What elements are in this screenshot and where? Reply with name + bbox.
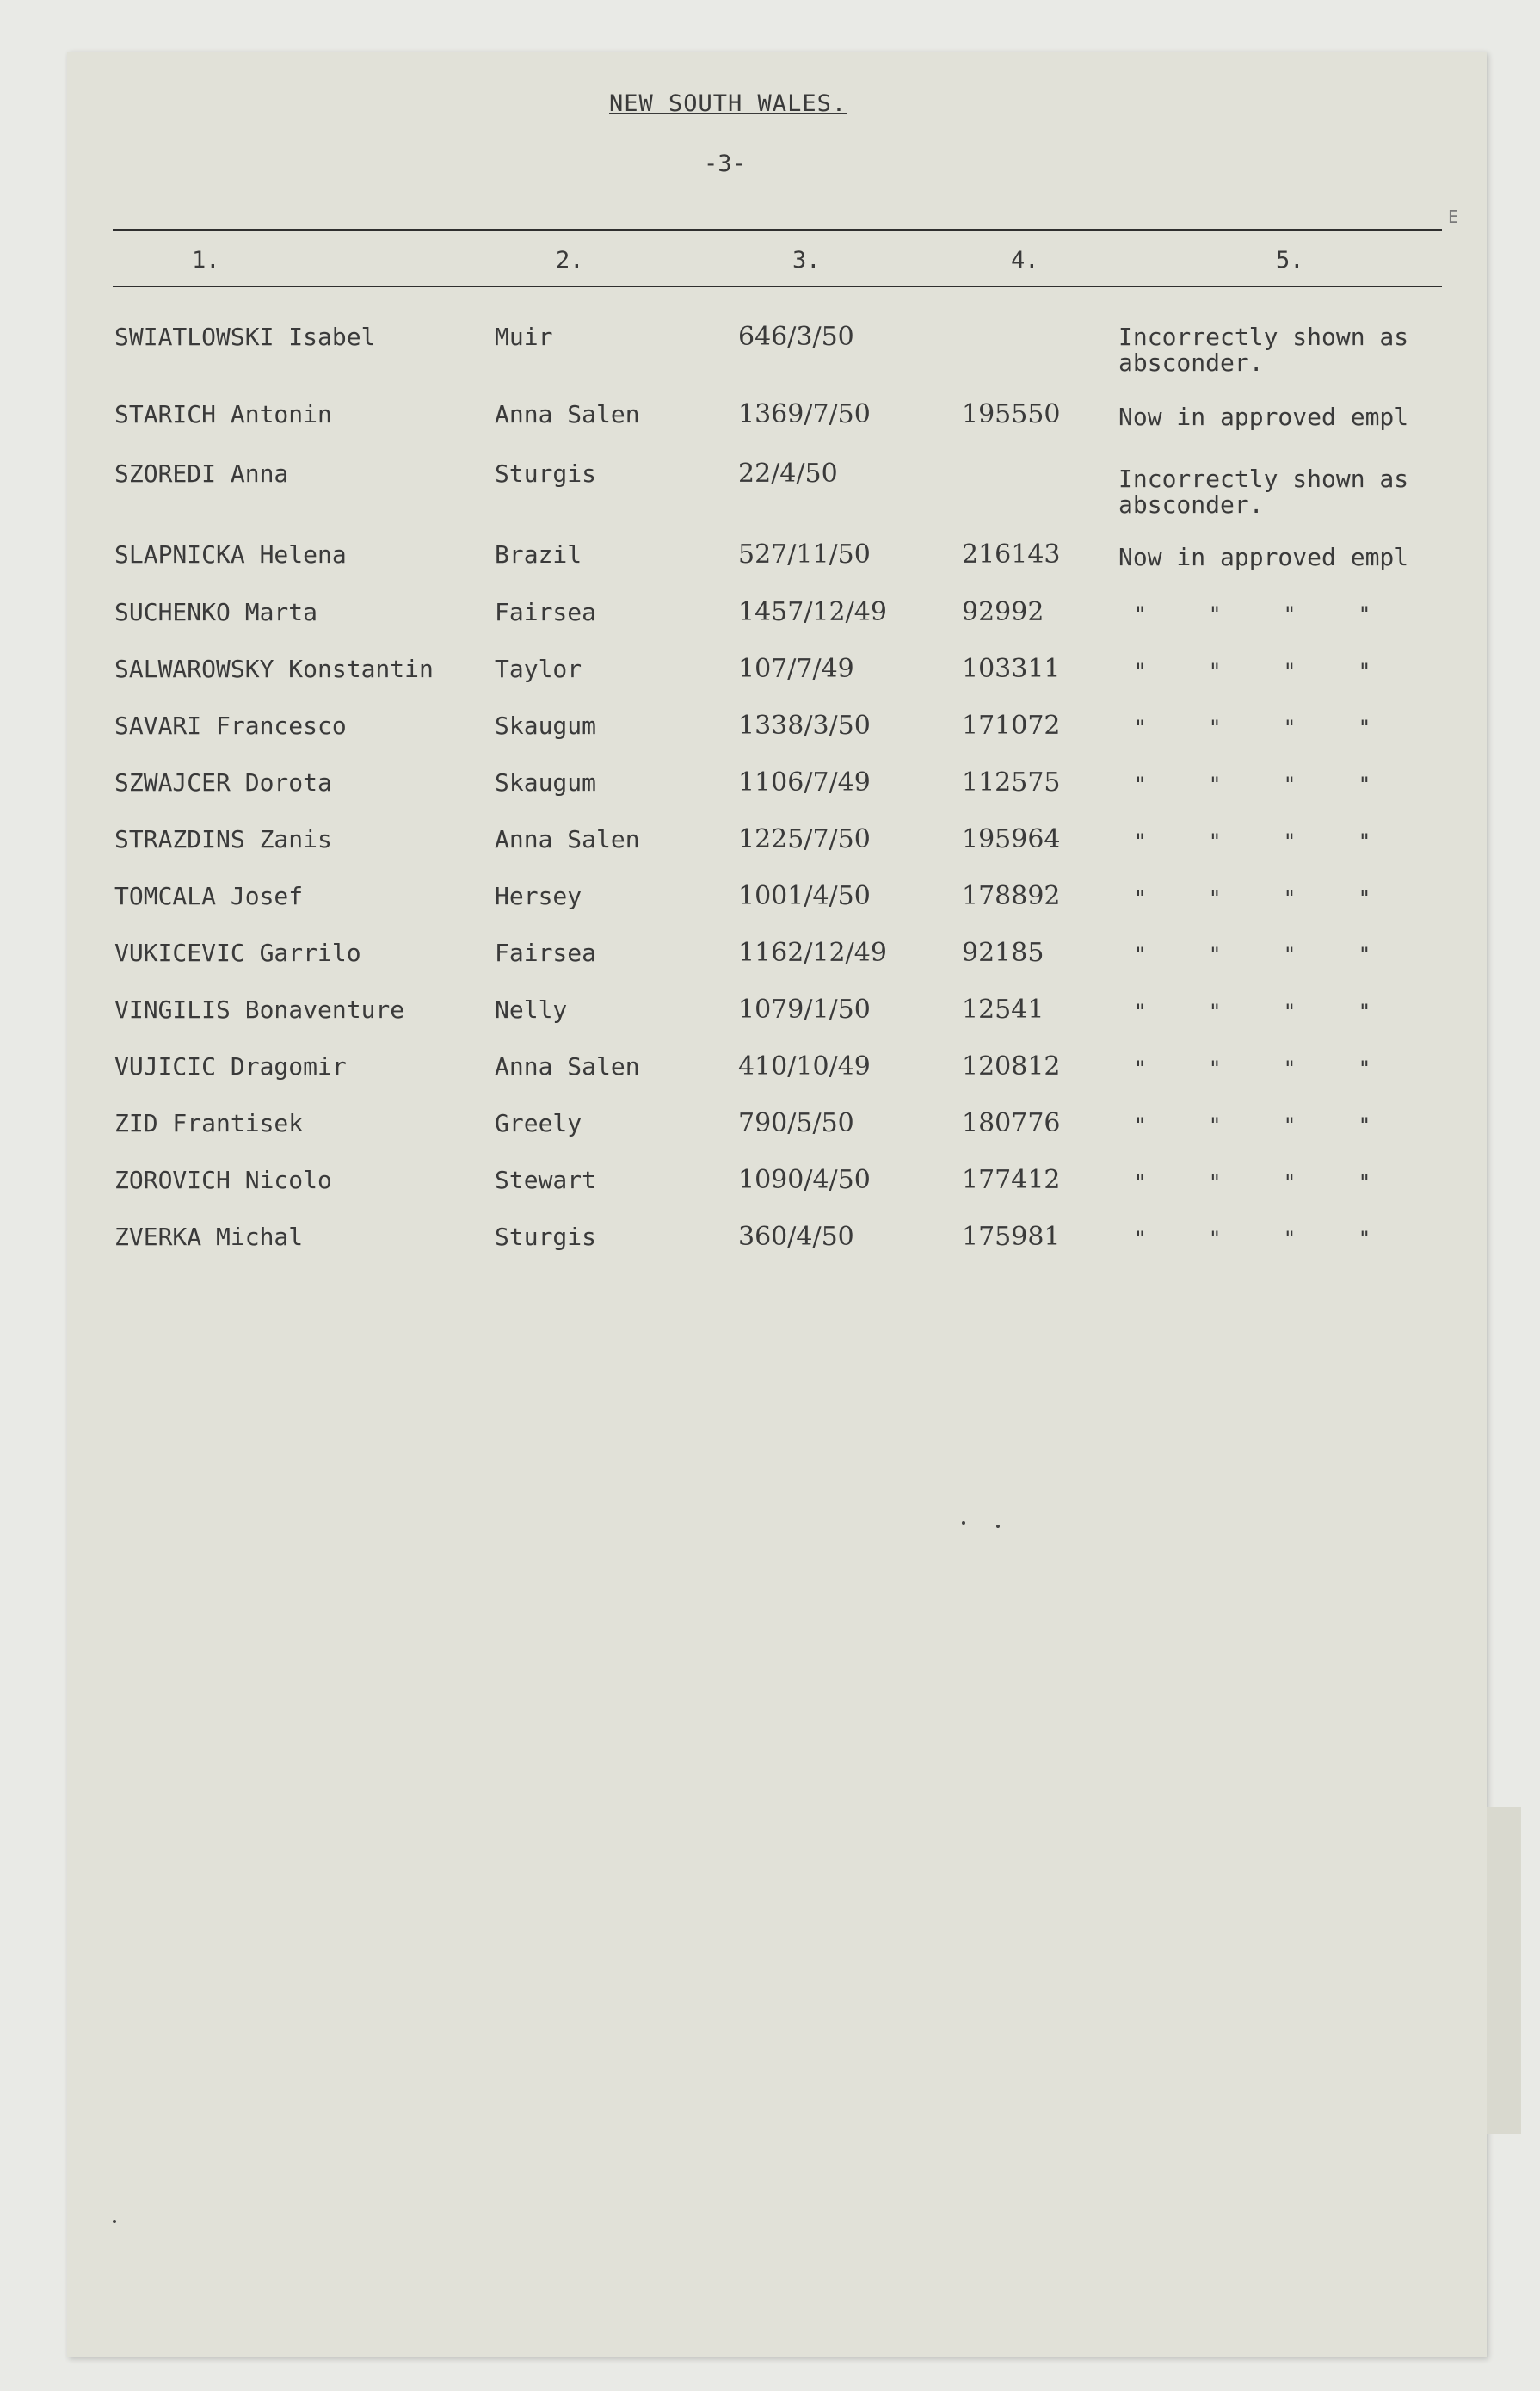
cell-ship: Skaugum [495, 768, 597, 797]
cell-ref: 1162/12/49 [738, 938, 887, 968]
cell-ref: 790/5/50 [738, 1108, 854, 1138]
cell-remark-ditto: " " " " [1134, 1000, 1371, 1024]
paper-speck [996, 1525, 1000, 1528]
cell-number: 120812 [962, 1051, 1061, 1081]
cell-number: 12541 [962, 995, 1044, 1025]
cell-ship: Skaugum [495, 712, 597, 740]
column-header-4: 4. [1011, 247, 1039, 274]
cell-name: SZOREDI Anna [114, 459, 289, 488]
cell-name: VINGILIS Bonaventure [114, 995, 405, 1024]
cell-name: SALWAROWSKY Konstantin [114, 655, 434, 683]
cell-ship: Anna Salen [495, 825, 640, 853]
column-header-2: 2. [556, 247, 584, 274]
cell-ref: 410/10/49 [738, 1051, 871, 1081]
cell-number: 103311 [962, 654, 1061, 684]
cell-name: SZWAJCER Dorota [114, 768, 332, 797]
cell-ref: 1106/7/49 [738, 767, 871, 798]
cell-ref: 1457/12/49 [738, 597, 887, 627]
cell-number: 112575 [962, 767, 1061, 798]
cell-name: VUJICIC Dragomir [114, 1052, 347, 1081]
cell-ref: 1369/7/50 [738, 399, 871, 429]
column-header-1: 1. [192, 247, 220, 274]
cell-ship: Anna Salen [495, 1052, 640, 1081]
document-page [67, 52, 1487, 2357]
cell-remark-ditto: " " " " [1134, 829, 1371, 853]
cell-name: STARICH Antonin [114, 400, 332, 428]
cell-ref: 1338/3/50 [738, 711, 871, 741]
paper-speck [113, 2220, 116, 2223]
cell-number: 92185 [962, 938, 1044, 968]
column-header-3: 3. [792, 247, 821, 274]
cell-remark: Now in approved empl [1118, 543, 1409, 571]
cell-ref: 1225/7/50 [738, 824, 871, 854]
cell-ref: 360/4/50 [738, 1222, 854, 1252]
cell-remark-ditto: " " " " [1134, 886, 1371, 910]
cell-name: SLAPNICKA Helena [114, 540, 347, 569]
cell-number: 195550 [962, 399, 1061, 429]
cell-ref: 1001/4/50 [738, 881, 871, 911]
cell-number: 175981 [962, 1222, 1061, 1252]
cell-ship: Fairsea [495, 939, 597, 967]
cell-remark-ditto: " " " " [1134, 1057, 1371, 1081]
cell-number: 180776 [962, 1108, 1061, 1138]
cell-ref: 107/7/49 [738, 654, 854, 684]
cell-remark-ditto: " " " " [1134, 659, 1371, 683]
cell-ship: Taylor [495, 655, 582, 683]
cell-remark-ditto: " " " " [1134, 943, 1371, 967]
cell-remark-ditto: " " " " [1134, 716, 1371, 740]
cell-name: SAVARI Francesco [114, 712, 347, 740]
cell-name: ZID Frantisek [114, 1109, 304, 1137]
cell-ship: Hersey [495, 882, 582, 910]
cell-number: 178892 [962, 881, 1061, 911]
cell-ship: Nelly [495, 995, 568, 1024]
cell-number: 92992 [962, 597, 1044, 627]
header-top-rule [113, 229, 1442, 231]
column-header-5: 5. [1276, 247, 1304, 274]
cell-number: 171072 [962, 711, 1061, 741]
cell-name: VUKICEVIC Garrilo [114, 939, 361, 967]
cell-remark: Now in approved empl [1118, 403, 1409, 431]
header-bottom-rule [113, 286, 1442, 287]
cell-remark: Incorrectly shown as absconder. [1118, 323, 1409, 377]
document-title: NEW SOUTH WALES. [609, 90, 847, 117]
cell-ship: Stewart [495, 1166, 597, 1194]
paper-speck [962, 1521, 965, 1525]
cell-name: ZVERKA Michal [114, 1223, 304, 1251]
cell-name: STRAZDINS Zanis [114, 825, 332, 853]
cell-ref: 1079/1/50 [738, 995, 871, 1025]
cell-remark-ditto: " " " " [1134, 1227, 1371, 1251]
cell-number: 216143 [962, 539, 1061, 570]
cell-ref: 1090/4/50 [738, 1165, 871, 1195]
cell-number: 195964 [962, 824, 1061, 854]
cell-name: ZOROVICH Nicolo [114, 1166, 332, 1194]
cell-remark-ditto: " " " " [1134, 773, 1371, 797]
cell-ref: 527/11/50 [738, 539, 871, 570]
cell-remark-ditto: " " " " [1134, 1170, 1371, 1194]
cell-ref: 22/4/50 [738, 459, 838, 489]
cell-ship: Fairsea [495, 598, 597, 626]
cell-number: 177412 [962, 1165, 1061, 1195]
cell-ship: Brazil [495, 540, 582, 569]
cell-remark-ditto: " " " " [1134, 602, 1371, 626]
cell-ship: Sturgis [495, 459, 597, 488]
cell-name: SWIATLOWSKI Isabel [114, 323, 376, 351]
cell-name: SUCHENKO Marta [114, 598, 318, 626]
cell-ship: Anna Salen [495, 400, 640, 428]
cell-ship: Greely [495, 1109, 582, 1137]
cell-ref: 646/3/50 [738, 322, 854, 352]
cell-ship: Sturgis [495, 1223, 597, 1251]
cell-remark: Incorrectly shown as absconder. [1118, 465, 1409, 519]
corner-mark: E [1448, 206, 1459, 227]
cell-ship: Muir [495, 323, 553, 351]
cell-remark-ditto: " " " " [1134, 1113, 1371, 1137]
page-number: -3- [704, 151, 746, 177]
cell-name: TOMCALA Josef [114, 882, 304, 910]
